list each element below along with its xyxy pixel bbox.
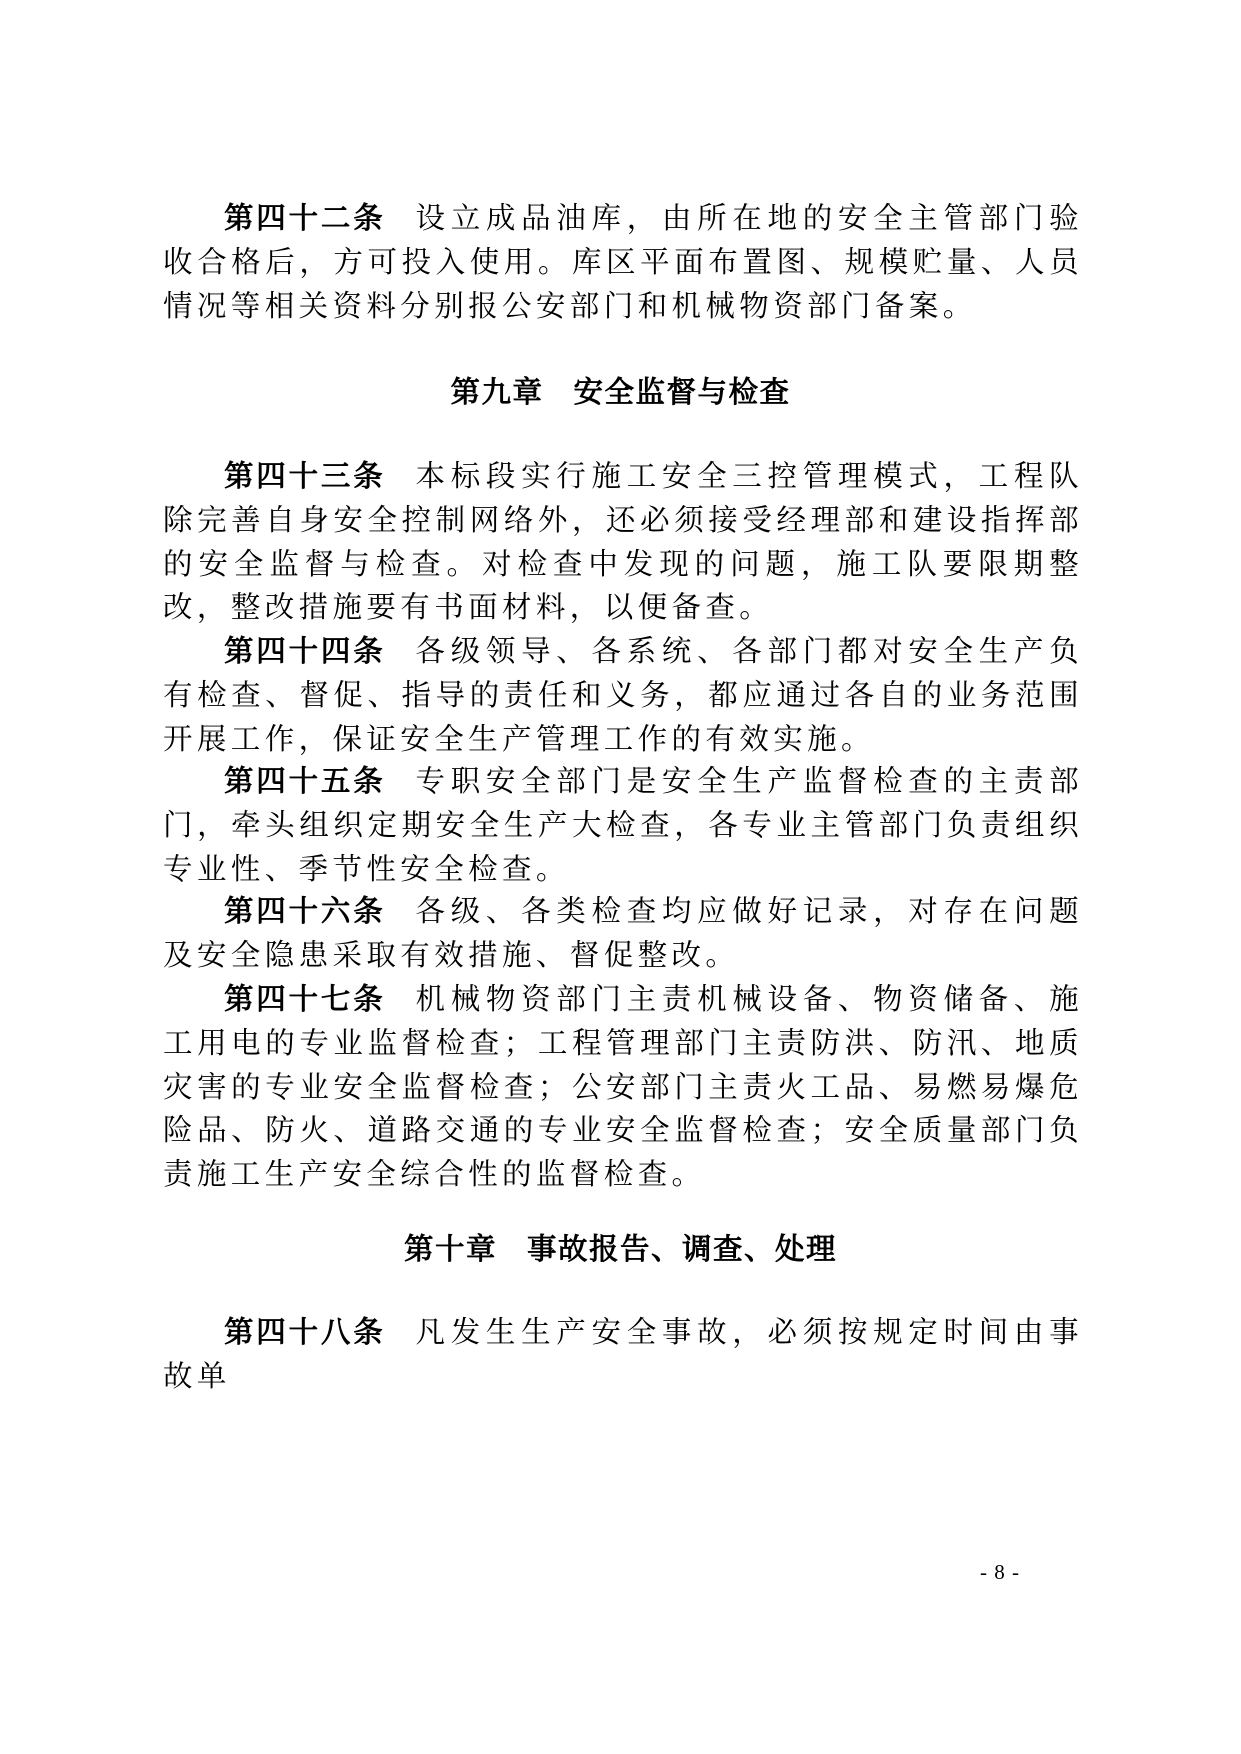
article-heading: 第四十三条 — [224, 459, 386, 493]
article-heading: 第四十八条 — [224, 1315, 386, 1349]
chapter-title: 事故报告、调查、处理 — [527, 1232, 838, 1266]
article-44-paragraph — [163, 630, 1083, 761]
article-heading: 第四十二条 — [224, 201, 386, 235]
article-42-paragraph — [163, 197, 1083, 328]
chapter-9-heading — [0, 370, 1241, 414]
page-number: - 8 - — [980, 1560, 1020, 1584]
article-47-paragraph — [163, 978, 1083, 1197]
article-43-paragraph — [163, 455, 1083, 630]
chapter-number: 第十章 — [403, 1232, 497, 1266]
chapter-title: 安全监督与检查 — [573, 375, 791, 409]
article-body: 各级领导、各系统、各部门都对安全生产负有检查、督促、指导的责任和义务，都应通过各自的业务范围开展工作，保证安全生产管理工作的有效实施。 — [163, 634, 1083, 756]
article-heading: 第四十四条 — [224, 634, 386, 668]
article-heading: 第四十七条 — [224, 982, 386, 1016]
article-46-paragraph — [163, 890, 1083, 978]
article-body: 设立成品油库，由所在地的安全主管部门验收合格后，方可投入使用。库区平面布置图、规模贮量、人员情况等相关资料分别报公安部门和机械物资部门备案。 — [163, 201, 1083, 323]
article-heading: 第四十六条 — [224, 894, 386, 928]
article-body: 机械物资部门主责机械设备、物资储备、施工用电的专业监督检查；工程管理部门主责防洪、防汛、地质灾害的专业安全监督检查；公安部门主责火工品、易燃易爆危险品、防火、道路交通的专业安全监督检查；安全质量部门负责施工生产安全综合性的监督检查。 — [163, 982, 1083, 1192]
article-45-paragraph — [163, 760, 1083, 891]
article-body: 各级、各类检查均应做好记录，对存在问题及安全隐患采取有效措施、督促整改。 — [163, 894, 1083, 972]
article-body: 凡发生生产安全事故，必须按规定时间由事故单 — [163, 1315, 1083, 1393]
article-body: 专职安全部门是安全生产监督检查的主责部门，牵头组织定期安全生产大检查，各专业主管部门负责组织专业性、季节性安全检查。 — [163, 764, 1083, 886]
article-48-paragraph — [163, 1311, 1083, 1399]
article-heading: 第四十五条 — [224, 764, 386, 798]
article-body: 本标段实行施工安全三控管理模式，工程队除完善自身安全控制网络外，还必须接受经理部和建设指挥部的安全监督与检查。对检查中发现的问题，施工队要限期整改，整改措施要有书面材料，以便备查。 — [163, 459, 1083, 625]
chapter-10-heading — [0, 1227, 1241, 1271]
chapter-number: 第九章 — [450, 375, 544, 409]
